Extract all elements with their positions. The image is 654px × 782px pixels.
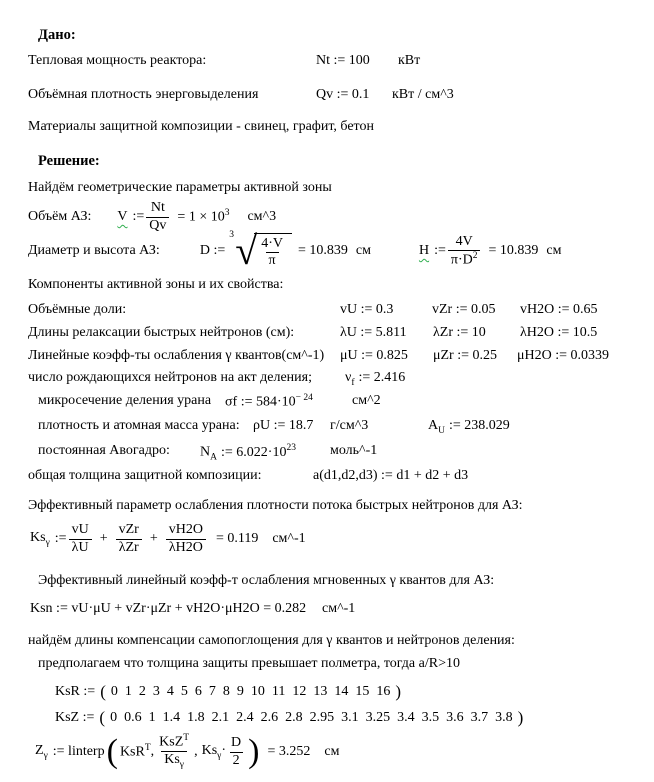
materials-line xyxy=(28,119,374,135)
ksg-subscript: γ xyxy=(45,537,50,548)
arg2-den-base: Ks xyxy=(164,752,180,768)
ksg-term2-num: vZr xyxy=(118,522,139,538)
ksz-vector-line[interactable] xyxy=(55,708,523,728)
arg2-numerator xyxy=(156,733,192,751)
volume-result: = 1 × 10 xyxy=(177,209,225,225)
h-denominator xyxy=(448,250,481,269)
geometry-intro-text: Найдём геометрические параметры активной зоны xyxy=(28,180,332,195)
atten-label: Линейные коэфф-ты ослабления γ квантов(см^-1) xyxy=(28,348,325,363)
plus-op: + xyxy=(149,531,158,546)
d-result: = 10.839 xyxy=(297,243,348,258)
arg3-denominator: 2 xyxy=(230,752,243,769)
qv-expression[interactable]: Qv := 0.1 xyxy=(316,87,370,102)
assumption-text: предполагаем что толщина защиты превышает полметра, тогда a/R>10 xyxy=(38,656,460,671)
comma: , xyxy=(194,744,198,759)
au-value: := 238.029 xyxy=(449,418,510,433)
ksg-term3-den: λH2O xyxy=(166,539,206,556)
fraction-vZr[interactable]: vZr := 0.05 xyxy=(432,302,496,317)
thickness-label: общая толщина защитной композиции: xyxy=(28,468,262,483)
volume-assign-op: := xyxy=(132,209,145,224)
rho-unit: г/см^3 xyxy=(330,418,369,433)
arg1-superscript: T xyxy=(144,743,151,754)
h-result: = 10.839 xyxy=(488,243,539,258)
ksg-term3-fraction xyxy=(166,522,206,555)
ksg-term2-den: λZr xyxy=(116,539,142,556)
arg2-den-subscript: γ xyxy=(179,759,184,770)
solution-heading: Решение: xyxy=(38,153,100,169)
plus-op: + xyxy=(99,531,108,546)
ksg-unit: см^-1 xyxy=(272,531,306,546)
ksz-lhs: KsZ := xyxy=(55,710,95,725)
rho-expression[interactable]: ρU := 18.7 xyxy=(253,418,314,433)
nu-subscript: f xyxy=(351,377,355,388)
ksz-values: 0 0.6 1 1.4 1.8 2.1 2.4 2.6 2.8 2.95 3.1 3.25 3.4 3.5 3.6 3.7 3.8 xyxy=(110,710,513,725)
interp-intro-text: найдём длины компенсации самопоглощения для γ квантов и нейтронов деления: xyxy=(28,633,515,648)
linterp-arg3-prefix xyxy=(202,743,226,761)
sigma-unit: см^2 xyxy=(352,393,381,408)
qv-label: Объёмная плотность энерговыделения xyxy=(28,87,259,102)
h-unit: см xyxy=(546,243,562,258)
volume-result-group xyxy=(177,208,229,226)
arg3-base: Ks xyxy=(201,743,218,759)
au-subscript: U xyxy=(438,425,445,436)
materials-text: Материалы защитной композиции - свинец, графит, бетон xyxy=(28,119,374,134)
fractions-label: Объёмные доли: xyxy=(28,302,127,317)
big-left-paren: ( xyxy=(106,733,118,770)
interp-intro-line xyxy=(28,633,515,649)
z-assign-op: := linterp xyxy=(52,744,105,759)
ksn-unit: см^-1 xyxy=(322,601,356,616)
ksr-values: 0 1 2 3 4 5 6 7 8 9 10 11 12 13 14 15 16 xyxy=(110,684,391,699)
arg2-num-base: KsZ xyxy=(159,734,184,750)
fraction-vU[interactable]: vU := 0.3 xyxy=(340,302,394,317)
d-unit: см xyxy=(355,243,371,258)
radical-sign-icon: √ xyxy=(235,228,258,273)
atten-mZr[interactable]: μZr := 0.25 xyxy=(433,348,498,363)
dot-op: · xyxy=(221,743,227,759)
ksg-intro-text: Эффективный параметр ослабления плотности потока быстрых нейтронов для АЗ: xyxy=(28,498,523,513)
h-fraction xyxy=(448,234,481,269)
cube-root xyxy=(229,228,292,273)
diameter-height-line[interactable] xyxy=(28,228,561,274)
right-paren: ) xyxy=(395,682,402,701)
h-assign-op: := xyxy=(434,243,446,258)
arg2-num-superscript: T xyxy=(183,733,190,744)
components-intro-line xyxy=(28,277,283,293)
ksn-intro-line xyxy=(38,573,494,589)
z-base: Z xyxy=(35,743,44,759)
ksg-result: = 0.119 xyxy=(215,531,259,546)
d-numerator: 4·V xyxy=(261,235,283,251)
ksg-formula-line[interactable] xyxy=(30,518,306,560)
h-denominator-exp: 2 xyxy=(472,250,478,261)
na-value: := 6.022·10 xyxy=(221,444,287,460)
h-numerator: 4V xyxy=(455,233,473,249)
arg3-subscript: γ xyxy=(217,750,222,761)
ksn-expression[interactable]: Ksn := vU·μU + vZr·μZr + vH2O·μH2O = 0.282 xyxy=(30,601,307,616)
right-paren: ) xyxy=(517,708,524,727)
d-denominator: π xyxy=(266,252,279,269)
relax-lH2O[interactable]: λH2O := 10.5 xyxy=(520,325,598,340)
ksg-base: Ks xyxy=(30,530,46,546)
z-subscript: γ xyxy=(43,750,48,761)
linterp-arg3-fraction xyxy=(228,735,244,768)
sigma-expression[interactable] xyxy=(225,393,313,411)
linterp-arg2-fraction xyxy=(156,733,192,770)
left-paren: ( xyxy=(99,708,106,727)
left-paren: ( xyxy=(100,682,106,701)
ksg-term2-fraction xyxy=(116,522,142,555)
qv-unit: кВт / см^3 xyxy=(392,87,454,102)
na-base: N xyxy=(200,444,211,460)
rho-label: плотность и атомная масса урана: xyxy=(38,418,240,433)
sigma-label: микросечение деления урана xyxy=(38,393,212,408)
thickness-expression[interactable]: a(d1,d2,d3) := d1 + d2 + d3 xyxy=(313,468,469,483)
ksg-assign-op: := xyxy=(54,531,67,546)
volume-numerator: Nt xyxy=(150,200,165,216)
solution-section-heading xyxy=(38,153,100,170)
nu-label: число рождающихся нейтронов на акт деления; xyxy=(28,370,312,385)
volume-unit: см^3 xyxy=(247,209,277,224)
volume-variable: V xyxy=(117,209,128,224)
relax-label: Длины релаксации быстрых нейтронов (см): xyxy=(28,325,295,340)
power-unit: кВт xyxy=(398,53,421,68)
volume-exponent: 3 xyxy=(224,208,230,219)
z-result: = 3.252 xyxy=(267,744,311,759)
linterp-arg1 xyxy=(120,743,151,761)
h-denominator-base: π·D xyxy=(450,252,473,268)
atten-mU[interactable]: μU := 0.825 xyxy=(340,348,408,363)
ksn-intro-text: Эффективный линейный коэфф-т ослабления мгновенных γ квантов для АЗ: xyxy=(38,573,495,588)
volume-label: Объём АЗ: xyxy=(28,209,92,224)
dh-label: Диаметр и высота АЗ: xyxy=(28,243,160,258)
sigma-value: σf := 584·10 xyxy=(225,394,296,410)
given-section-heading xyxy=(38,27,76,44)
radicand xyxy=(254,233,292,269)
power-label: Тепловая мощность реактора: xyxy=(28,53,207,68)
ksg-term1-fraction xyxy=(69,522,92,555)
na-exponent: 23 xyxy=(286,443,296,453)
avogadro-label: постоянная Авогадро: xyxy=(38,443,170,458)
big-right-paren: ) xyxy=(248,733,260,770)
d-lhs: D := xyxy=(199,243,226,258)
au-base: A xyxy=(428,418,439,433)
h-variable: H xyxy=(418,243,430,258)
avogadro-unit: моль^-1 xyxy=(330,443,378,458)
ksr-vector-line[interactable] xyxy=(55,682,401,702)
arg3-numerator: D xyxy=(231,735,242,751)
comma: , xyxy=(150,744,155,759)
ksg-term3-num: vH2O xyxy=(168,522,203,538)
assumption-line xyxy=(38,656,460,672)
geometry-intro-line xyxy=(28,180,332,196)
components-intro-text: Компоненты активной зоны и их свойства: xyxy=(28,277,284,292)
nu-base: ν xyxy=(345,370,352,385)
atomic-mass-expression[interactable] xyxy=(428,418,510,436)
arg2-denominator xyxy=(161,751,187,771)
nu-expression[interactable] xyxy=(345,370,405,388)
z-gamma-formula-line[interactable] xyxy=(35,727,339,777)
relax-lZr[interactable]: λZr := 10 xyxy=(433,325,486,340)
arg1-base: KsR xyxy=(119,744,145,760)
ksg-term1-num: vU xyxy=(71,522,89,538)
fraction-vH2O[interactable]: vH2O := 0.65 xyxy=(520,302,598,317)
nu-value: := 2.416 xyxy=(358,370,406,385)
na-subscript: A xyxy=(210,452,217,463)
avogadro-expression[interactable] xyxy=(200,443,296,462)
root-index: 3 xyxy=(229,229,234,240)
ksg-intro-line xyxy=(28,498,523,514)
given-heading: Дано: xyxy=(38,27,76,43)
power-expression[interactable]: Nt := 100 xyxy=(316,53,370,68)
atten-mH2O[interactable]: μH2O := 0.0339 xyxy=(517,348,610,363)
ksg-lhs xyxy=(30,530,50,548)
sigma-exponent: − 24 xyxy=(295,393,313,403)
relax-lU[interactable]: λU := 5.811 xyxy=(340,325,407,340)
z-unit: см xyxy=(324,744,340,759)
volume-denominator: Qv xyxy=(146,217,169,234)
z-lhs xyxy=(35,743,48,761)
d-fraction xyxy=(258,236,286,269)
ksg-term1-den: λU xyxy=(69,539,92,556)
ksr-lhs: KsR := xyxy=(55,684,96,699)
